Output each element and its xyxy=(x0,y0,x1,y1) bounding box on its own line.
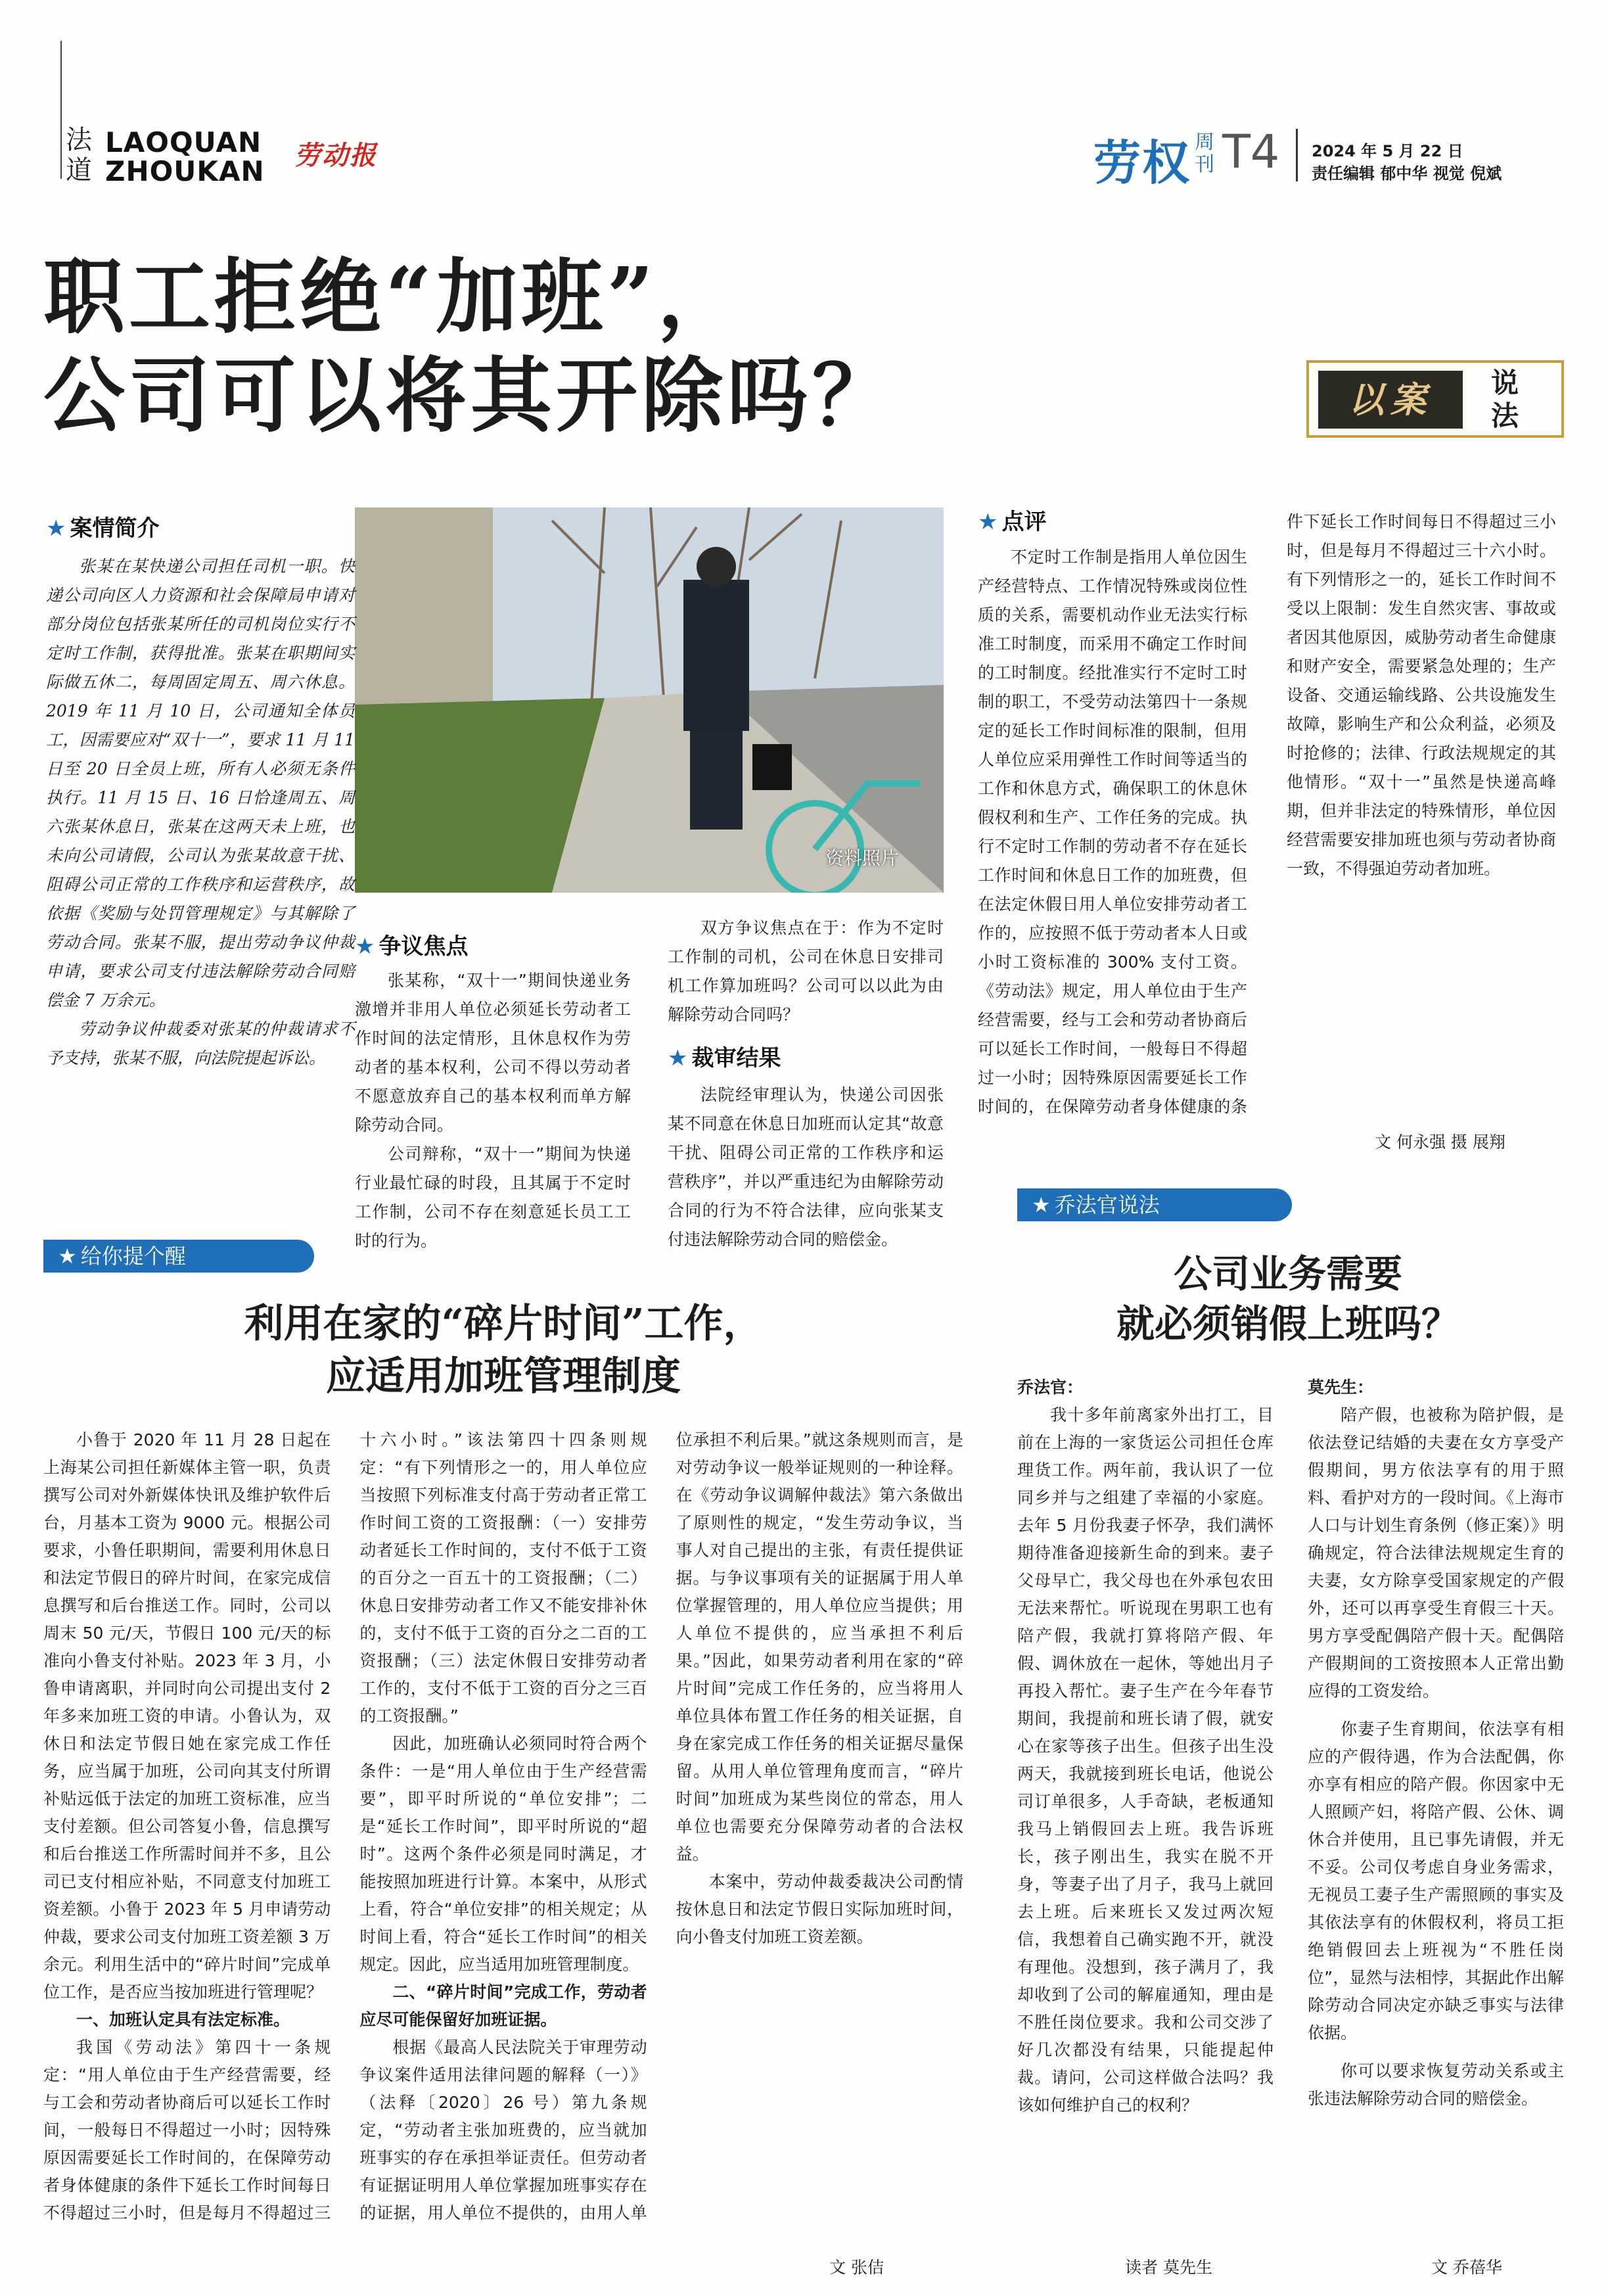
dispute-p2: 公司辩称，“双十一”期间为快递行业最忙碌的时段，且其属于不定时工作制，公司不存在刻意延长员工工时的行为。 xyxy=(355,1144,631,1250)
headline-line-2: 公司可以将其开除吗？ xyxy=(43,348,898,444)
news-photo xyxy=(355,507,944,893)
star-icon: ★ xyxy=(978,509,998,535)
qiao-headline-1: 公司业务需要 xyxy=(1173,1252,1402,1296)
reminder-sub1: 一、加班认定具有法定标准。 xyxy=(76,2010,290,2029)
masthead-rule xyxy=(60,41,62,179)
headline-line-1: 职工拒绝“加班”， xyxy=(43,250,743,345)
reply-salutation: 莫先生： xyxy=(1308,1378,1374,1397)
reply-p2: 你妻子生育期间，依法享有相应的产假待遇，作为合法配偶，你亦享有相应的陪产假。你因家中无人照顾产妇，将陪产假、公休、调休合并使用，且已事先请假，并无不妥。公司仅考虑自身业务需求，无视员工妻子生产需照顾的事实及其依法享有的休假权利，将员工拒绝销假回去上班视为“不胜任岗位”，显然与法相悖，其据此作出解除劳动合同决定亦缺乏事实与法律依据。 xyxy=(1308,1720,1564,2042)
photo-pedestrian-legs xyxy=(690,731,743,830)
photo-bag xyxy=(752,744,792,790)
masthead xyxy=(0,0,1608,197)
photo-pedestrian-body xyxy=(683,580,749,731)
qiao-letter xyxy=(1017,1374,1274,2119)
comment-p1: 不定时工作制是指用人单位因生产经营特点、工作情况特殊或岗位性质的关系，需要机动作业无法实行标准工时制度，而采用不确定工作时间的工时制度。经批准实行不定时工时制的职工，不受劳动法第四十一条规定的延长工作时间标准的限制，但用人单位应采用弹性工作时间等适当的工作和休息方式，确保职工的休息休假权利和生产、工作任务的完成。执行不定时工作制的劳动者不存在延长工作时间和休息日工作的加班费，但在法定休假日用人单位安排劳动者工作的，应按照不低于劳动者本人日或小时工资标准的 300% 支付工资。《劳动法》规定，用人单位由于生产经营需要，经与工会和劳动者协商后可以延长工作时间，一般每日不得超过一小时；因特殊原因需要延长工作时间的，在保障劳动者身体健康的条件下延长工作时间每日不得超过三小时，但是每月不得超过三十六小时。有下列情形之一的，延长工作时间不受以上限制：发生自然灾害、事故或者因其他原因，威胁劳动者生命健康和财产安全，需要紧急处理的；生产设备、交通运输线路、公共设施发生故障，影响生产和公众利益，必须及时抢修的；法律、行政法规规定的其他情形。“双十一”虽然是快递高峰期，但并非法定的特殊情形，单位因经营需要安排加班也须与劳动者协商一致，不得强迫劳动者加班。 xyxy=(978,512,1556,1116)
qiao-headline xyxy=(1012,1249,1564,1349)
star-icon: ★ xyxy=(1032,1192,1051,1217)
issue-date: 2024 年 5 月 22 日 xyxy=(1312,142,1463,160)
masthead-latin-1: LAOQUAN xyxy=(105,126,262,158)
ruling-heading: ★ 裁审结果 xyxy=(668,1045,781,1071)
letter-salutation: 乔法官： xyxy=(1017,1378,1084,1397)
qiao-label: ★ 乔法官说法 xyxy=(1017,1188,1292,1221)
photo-building xyxy=(355,507,493,705)
qiao-reply xyxy=(1308,1374,1564,2113)
case-law-badge xyxy=(1306,360,1569,439)
main-headline xyxy=(43,248,1029,446)
case-intro-p2: 劳动争议仲裁委对张某的仲裁请求不予支持，张某不服，向法院提起诉讼。 xyxy=(46,1019,355,1067)
comment-column xyxy=(978,507,1556,1125)
star-icon: ★ xyxy=(355,933,375,960)
letter-p1: 我十多年前离家外出打工，目前在上海的一家货运公司担任仓库理货工作。两年前，我认识了一位同乡并与之组建了幸福的小家庭。去年 5 月份我妻子怀孕，我们满怀期待准备迎接新生命的到来。妻子父母早亡，我父母也在外承包农田无法来帮忙。听说现在男职工也有陪产假，我就打算将陪产假、年假、调休放在一起休，等她出月子再投入帮忙。妻子生产在今年春节期间，我提前和班长请了假，就安心在家等孩子出生。但孩子出生没两天，我就接到班长电话，他说公司订单很多，人手奇缺，老板通知我马上销假回去上班。我告诉班长，孩子刚出生，我实在脱不开身，等妻子出了月子，我马上就回去上班。后来班长又发过两次短信，我想着自己确实跑不开，就没有理他。没想到，孩子满月了，我却收到了公司的解雇通知，理由是不胜任岗位要求。我和公司交涉了好几次都没有结果，只能提起仲裁。请问，公司这样做合法吗？我该如何维护自己的权利？ xyxy=(1017,1405,1274,2115)
dispute-p1: 张某称，“双十一”期间快递业务激增并非用人单位必须延长劳动者工作时间的法定情形，且休息权作为劳动者的基本权利，公司不得以劳动者不愿意放弃自己的基本权利而单方解除劳动合同。 xyxy=(355,971,631,1135)
newspaper-logo: 劳动报 xyxy=(294,140,377,171)
dispute-col-b xyxy=(668,914,944,1254)
reply-p1: 陪产假，也被称为陪护假，是依法登记结婚的夫妻在女方享受产假期间，男方依法享有的用于照料、看护对方的一段时间。《上海市人口与计划生育条例（修正案）》明确规定，符合法律法规规定生育的夫妻，女方除享受国家规定的产假外，还可以再享受生育假三十天。男方享受配偶陪产假十天。配偶陪产假期间的工资按照本人正常出勤应得的工资发给。 xyxy=(1308,1405,1564,1700)
street-photo xyxy=(355,507,944,893)
reminder-headline-1: 利用在家的“碎片时间”工作， xyxy=(244,1301,763,1347)
reply-p3: 你可以要求恢复劳动关系或主张违法解除劳动合同的赔偿金。 xyxy=(1308,2061,1564,2108)
photo-pedestrian-head xyxy=(697,547,736,586)
photo-caption: 资料照片 xyxy=(825,847,900,869)
reminder-sub2: 二、“碎片时间”完成工作，劳动者应尽可能保留好加班证据。 xyxy=(359,1982,647,2029)
dispute-heading: ★ 争议焦点 xyxy=(355,933,469,960)
reminder-headline xyxy=(43,1298,963,1403)
case-intro-p1: 张某在某快递公司担任司机一职。快递公司向区人力资源和社会保障局申请对部分岗位包括张某所任的司机岗位实行不定时工作制，获得批准。张某在职期间实际做五休二，每周固定周五、周六休息。2019 年 11 月 10 日，公司通知全体员工，因需要应对“双十一”，要求 11 月 11 日至 20 日全员上班，所有人必须无条件执行。11 月 15 日、16 日恰逢周五、周六张某休息日，张某在这两天未上班，也未向公司请假，公司认为张某故意干扰、阻碍公司正常的工作秩序和运营秩序，故依据《奖励与处罚管理规定》与其解除了劳动合同。张某不服，提出劳动争议仲裁申请，要求公司支付违法解除劳动合同赔偿金 7 万余元。 xyxy=(46,557,355,1010)
comment-heading: ★ 点评 xyxy=(978,509,1047,535)
masthead-fadao: 法道 xyxy=(66,125,92,185)
reminder-credit: 文 张佶 xyxy=(829,2258,884,2277)
case-intro-body xyxy=(46,552,355,1073)
qiao-credit: 文 乔蓓华 xyxy=(1431,2258,1502,2277)
section-subtitle: 周刊 xyxy=(1195,131,1214,176)
ruling-p1: 法院经审理认为，快递公司因张某不同意在休息日加班而认定其“故意干扰、阻碍公司正常的工作秩序和运营秩序”，并以严重违纪为由解除劳动合同的行为不符合法律，应向张某支付违法解除劳动合同的赔偿金。 xyxy=(668,1085,944,1249)
reminder-p2: 我国《劳动法》第四十一条规定：“用人单位由于生产经营需要，经与工会和劳动者协商后可以延长工作时间，一般每日不得超过一小时；因特殊原因需要延长工作时间的，在保障劳动者身体健康的条件下延长工作时间每日不得超过三小时，但是每月不得超过三十六小时。”该法第四十四条则规定：“有下列情形之一的，用人单位应当按照下列标准支付高于劳动者正常工作时间工资的工资报酬：（一）安排劳动者延长工作时间的，支付不低于工资的百分之一百五十的工资报酬；（二）休息日安排劳动者工作又不能安排补休的，支付不低于工资的百分之二百的工资报酬；（三）法定休假日安排劳动者工作的，支付不低于工资的百分之三百的工资报酬。” xyxy=(43,1430,647,2222)
reminder-p5: 本案中，劳动仲裁委裁决公司酌情按休息日和法定节假日实际加班时间，向小鲁支付加班工资差额。 xyxy=(676,1872,963,1946)
case-intro-heading: ★ 案情简介 xyxy=(46,515,160,542)
badge-right: 说法 xyxy=(1490,367,1519,432)
star-icon: ★ xyxy=(668,1045,688,1071)
masthead-divider xyxy=(1296,129,1298,181)
page-number: T4 xyxy=(1222,125,1280,179)
dispute-p3: 双方争议焦点在于：作为不定时工作制的司机，公司在休息日安排司机工作算加班吗？公司可以以此为由解除劳动合同吗？ xyxy=(668,918,944,1024)
star-icon: ★ xyxy=(46,515,66,542)
dispute-col-a xyxy=(355,966,631,1255)
masthead-latin-2: ZHOUKAN xyxy=(105,155,265,187)
badge-left: 以案 xyxy=(1318,371,1463,429)
reminder-p4: 根据《最高人民法院关于审理劳动争议案件适用法律问题的解释（一）》（法释〔2020〕26 号）第九条规定，“劳动者主张加班费的，应当就加班事实的存在承担举证责任。但劳动者有证据证明用人单位掌握加班事实存在的证据，用人单位不提供的，由用人单位承担不利后果。”就这条规则而言，是对劳动争议一般举证规则的一种诠释。在《劳动争议调解仲裁法》第六条做出了原则性的规定，“发生劳动争议，当事人对自己提出的主张，有责任提供证据。与争议事项有关的证据属于用人单位掌握管理的，用人单位应当提供；用人单位不提供的，应当承担不利后果。”因此，如果劳动者利用在家的“碎片时间”完成工作任务的，应当将用人单位具体布置工作任务的相关证据，自身在家完成工作任务的相关证据尽量保留。从用人单位管理角度而言，“碎片时间”加班成为某些岗位的常态，用人单位也需要充分保障劳动者的合法权益。 xyxy=(359,1430,963,2222)
main-article-credit: 文 何永强 摄 展翔 xyxy=(1375,1133,1505,1152)
star-icon: ★ xyxy=(58,1244,77,1269)
section-title: 劳权 xyxy=(1093,135,1191,191)
reminder-label: ★ 给你提个醒 xyxy=(43,1240,314,1273)
reminder-headline-2: 应适用加班管理制度 xyxy=(326,1353,681,1399)
reminder-body xyxy=(43,1426,963,2248)
letter-signature: 读者 莫先生 xyxy=(1125,2258,1212,2277)
qiao-headline-2: 就必须销假上班吗？ xyxy=(1116,1301,1459,1346)
reminder-p3: 因此，加班确认必须同时符合两个条件：一是“用人单位由于生产经营需要”，即平时所说的“单位安排”；二是“延长工作时间”，即平时所说的“超时”。这两个条件必须是同时满足，才能按照加班进行计算。本案中，从形式上看，符合“单位安排”的相关规定；从时间上看，符合“延长工作时间”的相关规定。因此，应当适用加班管理制度。 xyxy=(359,1734,647,1974)
reminder-p1: 小鲁于 2020 年 11 月 28 日起在上海某公司担任新媒体主管一职，负责撰写公司对外新媒体快讯及维护软件后台，月基本工资为 9000 元。根据公司要求，小鲁任职期间，需要利用休息日和法定节假日的碎片时间，在家完成信息撰写和后台推送工作。同时，公司以周末 50 元/天，节假日 100 元/天的标准向小鲁支付补贴。2023 年 3 月，小鲁申请离职，并同时向公司提出支付 2 年多来加班工资的申请。小鲁认为，双休日和法定节假日她在家完成工作任务，应当属于加班，公司向其支付所谓补贴远低于法定的加班工资标准，应当支付差额。但公司答复小鲁，信息撰写和后台推送工作所需时间并不多，且公司已支付相应补贴，不同意支付加班工资差额。小鲁于 2023 年 5 月申请劳动仲裁，要求公司支付加班工资差额 3 万余元。利用生活中的“碎片时间”完成单位工作，是否应当按加班进行管理呢？ xyxy=(43,1430,331,2002)
editor-credits: 责任编辑 郁中华 视觉 倪斌 xyxy=(1312,164,1502,183)
